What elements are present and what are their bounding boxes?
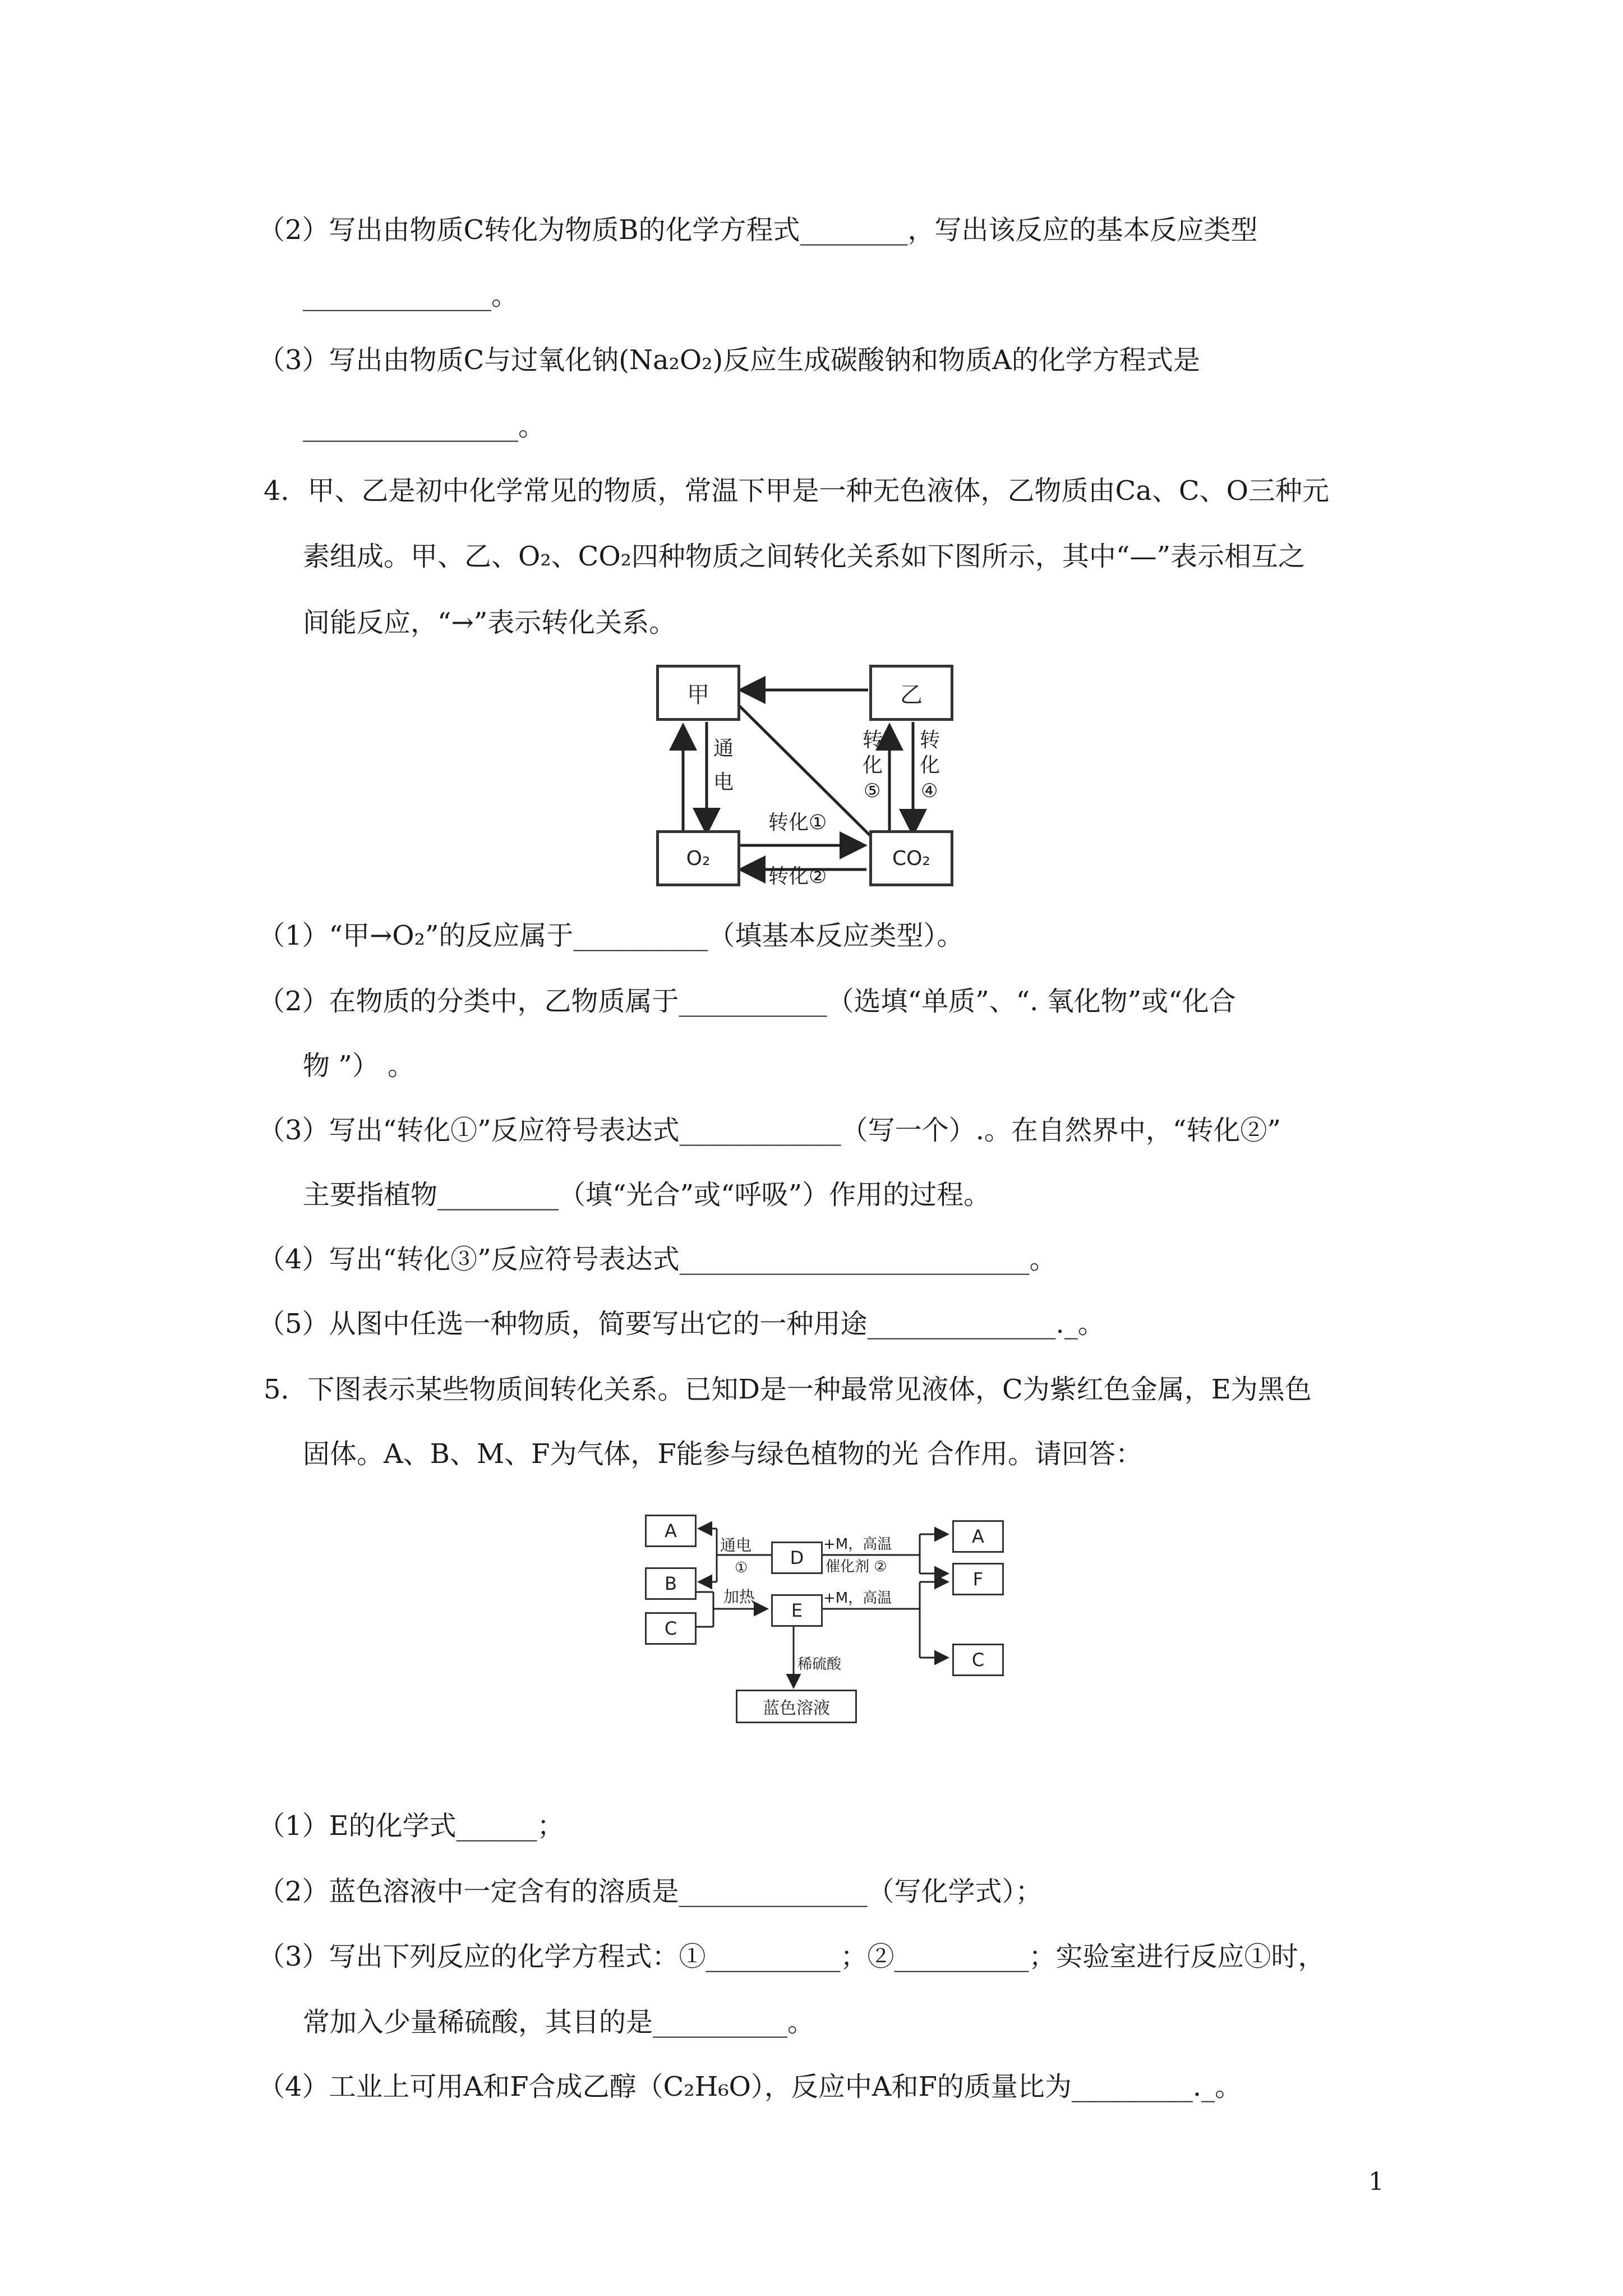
q4-sub4: （4）写出“转化③”反应符号表达式__________________________。 [258, 1244, 1057, 1275]
q3-part3-line2: ________________。 [303, 411, 546, 442]
q4-stem-line2: 素组成。甲、乙、O₂、CO₂四种物质之间转化关系如下图所示，其中“—”表示相互之 [303, 541, 1305, 572]
q5-label-acid: 稀硫酸 [797, 1656, 842, 1673]
label-transform-5a: 转 [863, 729, 883, 752]
box-jia: 甲 [656, 665, 740, 721]
q5-label-electrolysis: 通电 [720, 1536, 752, 1554]
q5-box-b: B [645, 1567, 697, 1600]
q4-sub2-line1: （2）在物质的分类中，乙物质属于___________（选填“单质”、“. 氧化物”或“化合 [258, 986, 1236, 1017]
q5-stem-line2: 固体。A、B、M、F为气体，F能参与绿色植物的光 合作用。请回答： [303, 1438, 1142, 1470]
q5-sub3-line2: 常加入少量稀硫酸，其目的是__________。 [303, 2007, 815, 2038]
q5-sub1: （1）E的化学式______； [258, 1810, 564, 1842]
q5-box-c-right: C [952, 1644, 1004, 1676]
q3-part2-line2: ______________。 [303, 280, 519, 311]
label-transform-4a: 转 [920, 729, 940, 752]
q5-box-blue-solution: 蓝色溶液 [736, 1690, 857, 1723]
q4-sub1: （1）“甲→O₂”的反应属于__________（填基本反应类型）。 [258, 920, 964, 951]
q4-stem-line1: 4．甲、乙是初中化学常见的物质，常温下甲是一种无色液体，乙物质由Ca、C、O三种元 [264, 475, 1329, 507]
page-number: 1 [1368, 2168, 1384, 2196]
q3-part2-line1: （2）写出由物质C转化为物质B的化学方程式________，写出该反应的基本反应类型 [258, 214, 1258, 246]
q4-sub5: （5）从图中任选一种物质，简要写出它的一种用途______________._。 [258, 1308, 1105, 1340]
box-yi: 乙 [869, 665, 953, 721]
q5-sub3-line1: （3）写出下列反应的化学方程式：①__________；②__________；实验室进行反应①时， [258, 1941, 1325, 1972]
q5-sub4: （4）工业上可用A和F合成乙醇（C₂H₆O），反应中A和F的质量比为_________._。 [258, 2071, 1242, 2102]
label-transform-1: 转化① [768, 811, 827, 834]
q4-stem-line3: 间能反应，“→”表示转化关系。 [303, 607, 676, 638]
q5-box-d: D [771, 1542, 823, 1574]
q5-box-a-left: A [645, 1515, 697, 1547]
q5-label-e-cond: +M，高温 [823, 1590, 892, 1607]
label-transform-5c: ⑤ [864, 780, 881, 802]
q4-sub3-line2: 主要指植物_________（填“光合”或“呼吸”）作用的过程。 [303, 1179, 991, 1211]
q5-sub2: （2）蓝色溶液中一定含有的溶质是______________（写化学式）； [258, 1876, 1043, 1907]
label-electrolysis-1: 通 [713, 737, 734, 760]
q5-box-e: E [771, 1594, 823, 1627]
box-co2: CO₂ [869, 830, 953, 886]
label-transform-5b: 化 [863, 754, 883, 777]
q5-diagram [645, 1509, 1015, 1733]
box-o2: O₂ [656, 830, 740, 886]
q5-label-circle1: ① [735, 1559, 748, 1576]
q4-sub2-line2: 物 ”） 。 [303, 1050, 415, 1082]
q5-stem-line1: 5．下图表示某些物质间转化关系。已知D是一种最常见液体，C为紫红色金属，E为黑色 [264, 1374, 1312, 1405]
label-transform-2: 转化② [768, 865, 827, 888]
q5-box-c-left: C [645, 1612, 697, 1645]
q5-label-heat: 加热 [723, 1588, 755, 1606]
label-transform-4b: 化 [920, 754, 940, 777]
q4-diagram [645, 659, 959, 888]
q5-label-d-cond2: 催化剂 ② [826, 1558, 887, 1575]
q5-box-a-right: A [952, 1520, 1004, 1553]
q3-part3-line1: （3）写出由物质C与过氧化钠(Na₂O₂)反应生成碳酸钠和物质A的化学方程式是 [258, 344, 1200, 376]
q4-sub3-line1: （3）写出“转化①”反应符号表达式____________（写一个）.。在自然界中，“转化②” [258, 1115, 1281, 1146]
label-transform-4c: ④ [921, 780, 938, 802]
q5-label-d-cond1: +M，高温 [823, 1536, 892, 1553]
label-electrolysis-2: 电 [713, 771, 734, 794]
q5-box-f: F [952, 1563, 1004, 1595]
